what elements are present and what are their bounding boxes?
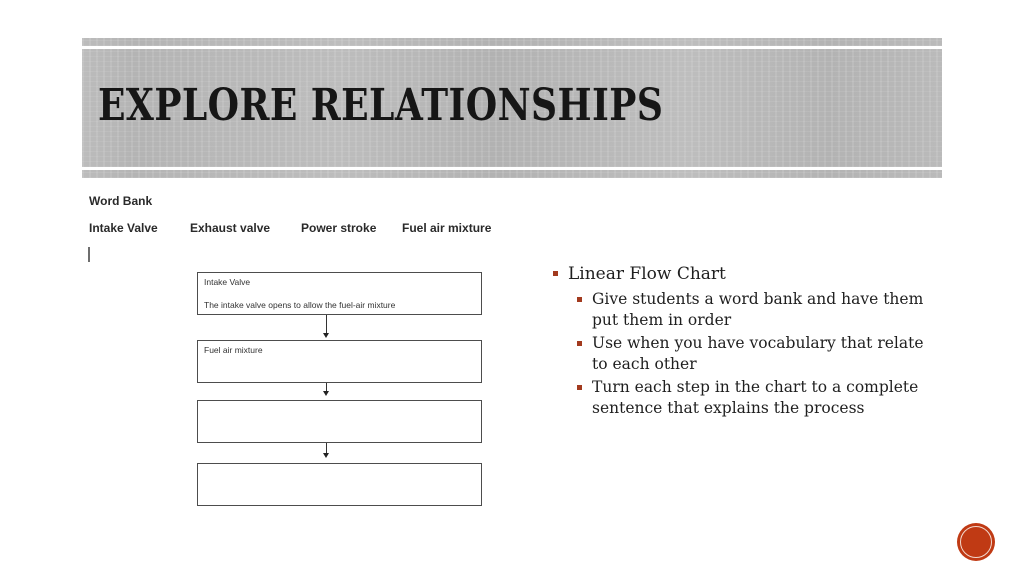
bullet-item (553, 262, 953, 286)
arrow-down-icon (326, 383, 327, 392)
sub-bullet-item (553, 377, 932, 418)
word-bank-word: Intake Valve (89, 221, 158, 235)
header-band-bottom (82, 170, 942, 178)
header-band-top (82, 38, 942, 46)
sub-bullet-text: Turn each step in the chart to a complete sentence that explains the process (592, 378, 919, 417)
flow-box (197, 463, 482, 506)
flow-box (197, 400, 482, 443)
bullet-list (553, 262, 953, 418)
flow-box-title: Fuel air mixture (204, 345, 263, 355)
word-bank-label: Word Bank (89, 194, 153, 208)
arrow-down-icon (326, 443, 327, 454)
bullet-text: Linear Flow Chart (568, 264, 726, 284)
sub-bullet-item (553, 333, 932, 374)
sub-bullet-text: Give students a word bank and have them put them in order (592, 290, 924, 329)
square-bullet-icon (553, 271, 558, 276)
sub-bullet-item (553, 289, 932, 330)
square-bullet-icon (577, 385, 582, 390)
square-bullet-icon (577, 297, 582, 302)
word-bank-word: Fuel air mixture (402, 221, 492, 235)
sub-bullet-text: Use when you have vocabulary that relate to each other (592, 334, 924, 373)
word-bank-word: Power stroke (301, 221, 377, 235)
arrow-down-icon (326, 315, 327, 334)
square-bullet-icon (577, 341, 582, 346)
flow-box (197, 272, 482, 315)
flow-box-title: Intake Valve (204, 277, 251, 287)
slide-title: EXPLORE RELATIONSHIPS (98, 80, 664, 131)
slide-number-badge (958, 524, 994, 560)
flow-box (197, 340, 482, 383)
word-bank-word: Exhaust valve (190, 221, 271, 235)
text-cursor (88, 247, 90, 262)
flow-box-text: The intake valve opens to allow the fuel-air mixture (204, 300, 396, 310)
